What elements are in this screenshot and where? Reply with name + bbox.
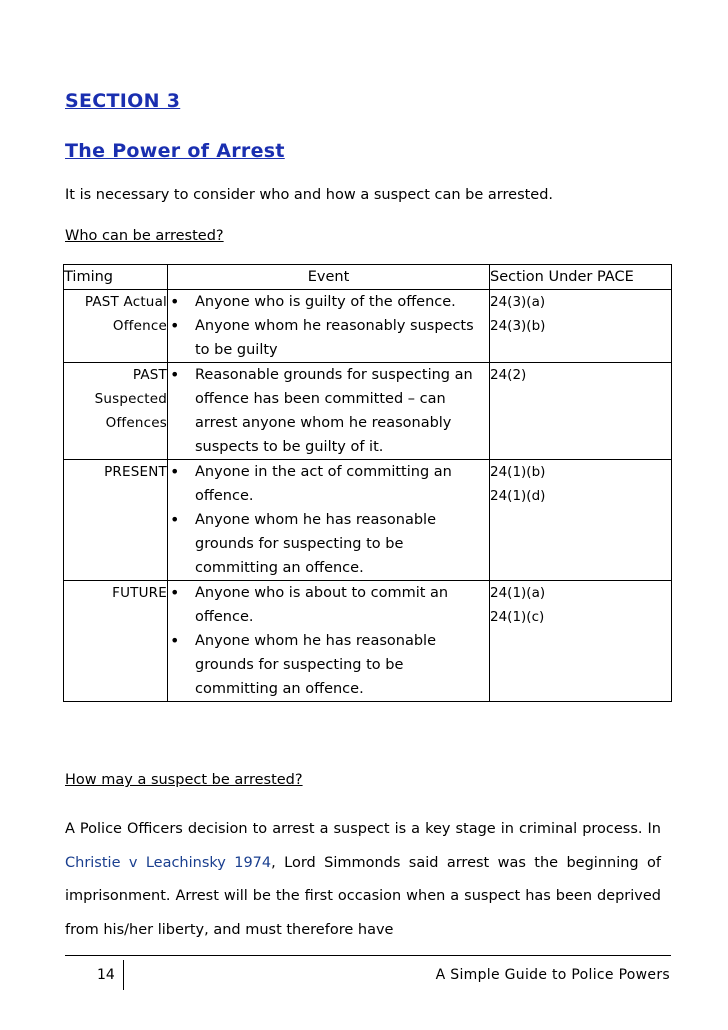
page-title: The Power of Arrest — [65, 140, 285, 162]
header-section: Section Under PACE — [490, 265, 672, 290]
event-list — [168, 460, 489, 580]
section-label: SECTION 3 — [65, 90, 181, 112]
event-list — [168, 363, 489, 459]
body-paragraph — [65, 813, 661, 947]
section-ref: 24(3)(b) — [490, 318, 546, 334]
event-list — [168, 581, 489, 701]
timing-cell — [64, 290, 168, 363]
timing-line: FUTURE — [112, 585, 167, 601]
event-cell — [168, 290, 490, 363]
timing-cell — [64, 460, 168, 581]
section-ref: 24(2) — [490, 367, 527, 383]
event-cell — [168, 460, 490, 581]
header-event: Event — [168, 265, 490, 290]
section-ref-cell — [490, 290, 672, 363]
case-citation: Christie v Leachinsky 1974 — [65, 854, 272, 871]
event-cell — [168, 581, 490, 702]
timing-line: Offence — [112, 318, 167, 334]
timing-line: PAST Actual — [84, 294, 167, 310]
event-item: • Anyone whom he has reasonable grounds for suspecting to be committing an offence. — [168, 508, 489, 580]
section-ref: 24(1)(b) — [490, 464, 546, 480]
table-row — [64, 460, 672, 581]
event-item: • Reasonable grounds for suspecting an offence has been committed – can arrest anyone whom he reasonably suspects to be guilty of it. — [168, 363, 489, 459]
arrest-powers-table — [63, 264, 672, 702]
section-ref: 24(3)(a) — [490, 294, 546, 310]
timing-line: Offences — [105, 415, 167, 431]
header-timing: Timing — [64, 265, 168, 290]
timing-line: PRESENT — [104, 464, 167, 480]
section-ref: 24(1)(c) — [490, 609, 545, 625]
event-list — [168, 290, 489, 362]
footer-divider — [123, 960, 124, 990]
event-item: • Anyone who is about to commit an offence. — [168, 581, 489, 629]
paragraph-text-end: , Lord Simmonds said arrest was the beginning of imprisonment. Arrest will be the first occasion when a suspect has been deprived from his/her liberty, and must therefore have — [65, 854, 661, 938]
page-number: 14 — [97, 967, 115, 983]
section-ref-cell — [490, 581, 672, 702]
timing-line: PAST — [132, 367, 167, 383]
event-item: • Anyone who is guilty of the offence. — [168, 290, 489, 314]
section-ref-cell — [490, 460, 672, 581]
footer-rule — [65, 955, 671, 956]
table-row — [64, 363, 672, 460]
table-row — [64, 581, 672, 702]
event-item: • Anyone whom he reasonably suspects to be guilty — [168, 314, 489, 362]
paragraph-text-start: A Police Officers decision to arrest a suspect is a key stage in criminal process. In — [65, 821, 661, 837]
timing-line: Suspected — [94, 391, 167, 407]
intro-text: It is necessary to consider who and how a suspect can be arrested. — [65, 187, 554, 203]
event-cell — [168, 363, 490, 460]
section-ref: 24(1)(a) — [490, 585, 546, 601]
who-heading: Who can be arrested? — [65, 228, 224, 244]
table-row — [64, 290, 672, 363]
timing-cell — [64, 581, 168, 702]
event-item: • Anyone in the act of committing an offence. — [168, 460, 489, 508]
section-ref-cell — [490, 363, 672, 460]
table-header-row — [64, 265, 672, 290]
section-ref: 24(1)(d) — [490, 488, 546, 504]
timing-cell — [64, 363, 168, 460]
event-item: • Anyone whom he has reasonable grounds for suspecting to be committing an offence. — [168, 629, 489, 701]
footer-book-title: A Simple Guide to Police Powers — [435, 967, 670, 983]
how-heading: How may a suspect be arrested? — [65, 772, 303, 788]
